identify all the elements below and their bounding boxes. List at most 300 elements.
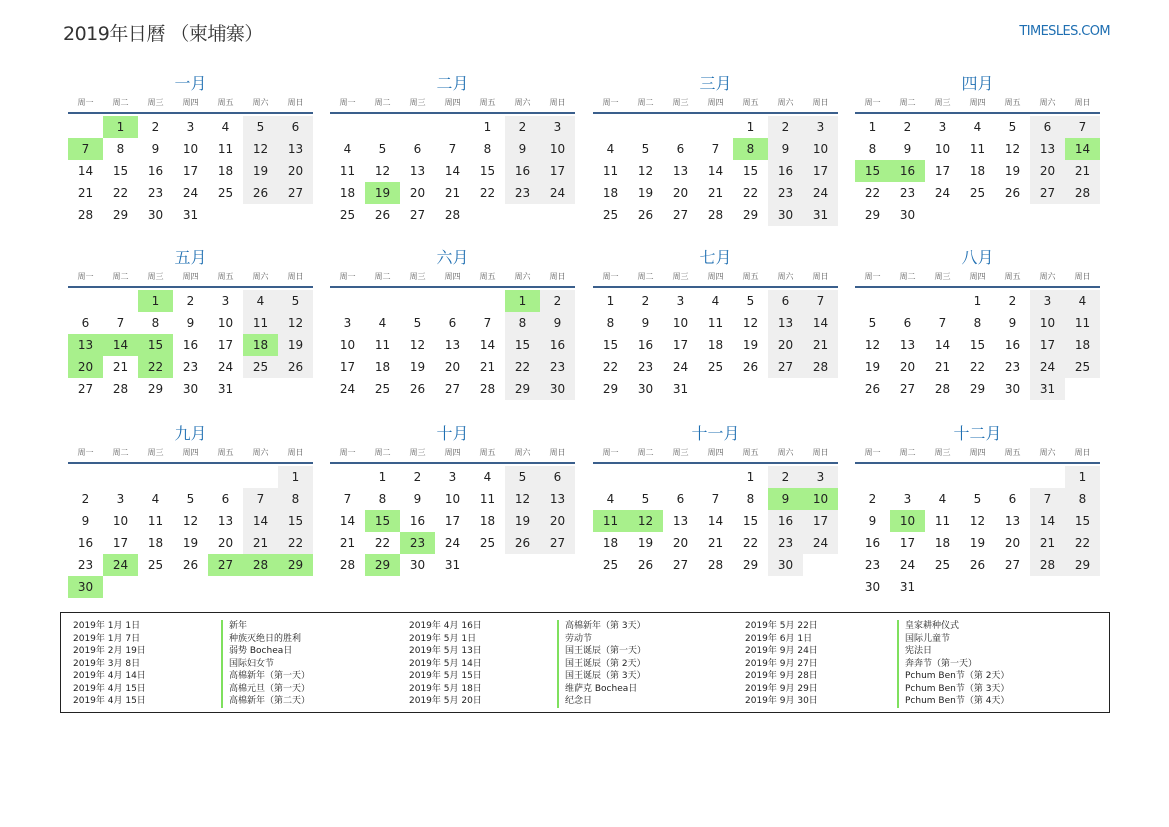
day-cell[interactable]: 22	[278, 532, 313, 554]
day-cell[interactable]: 21	[1030, 532, 1065, 554]
day-cell[interactable]: 30	[182, 382, 199, 396]
day-cell[interactable]: 20	[672, 186, 689, 200]
day-cell[interactable]: 16	[540, 334, 575, 356]
day-cell[interactable]: 22	[112, 186, 129, 200]
day-cell[interactable]: 4	[151, 492, 160, 506]
day-cell[interactable]: 25	[602, 208, 619, 222]
day-cell[interactable]: 20	[672, 536, 689, 550]
day-cell[interactable]: 23	[77, 558, 94, 572]
day-cell[interactable]: 25	[934, 558, 951, 572]
day-cell[interactable]: 3	[343, 316, 352, 330]
day-cell[interactable]: 14	[243, 510, 278, 532]
day-cell[interactable]: 5	[641, 492, 650, 506]
day-cell-holiday[interactable]: 10	[803, 488, 838, 510]
day-cell[interactable]: 29	[1065, 554, 1100, 576]
day-cell[interactable]: 3	[540, 116, 575, 138]
day-cell[interactable]: 27	[899, 382, 916, 396]
day-cell[interactable]: 26	[505, 532, 540, 554]
day-cell[interactable]: 5	[413, 316, 422, 330]
day-cell[interactable]: 3	[116, 492, 125, 506]
day-cell[interactable]: 16	[409, 514, 426, 528]
day-cell[interactable]: 7	[938, 316, 947, 330]
day-cell[interactable]: 3	[803, 466, 838, 488]
day-cell[interactable]: 27	[444, 382, 461, 396]
day-cell[interactable]: 9	[903, 142, 912, 156]
day-cell[interactable]: 15	[969, 338, 986, 352]
day-cell[interactable]: 21	[1065, 160, 1100, 182]
day-cell[interactable]: 17	[182, 164, 199, 178]
day-cell[interactable]: 28	[707, 208, 724, 222]
day-cell[interactable]: 17	[934, 164, 951, 178]
day-cell[interactable]: 28	[1065, 182, 1100, 204]
day-cell[interactable]: 16	[864, 536, 881, 550]
day-cell[interactable]: 7	[711, 492, 720, 506]
day-cell[interactable]: 4	[973, 120, 982, 134]
day-cell[interactable]: 11	[147, 514, 164, 528]
day-cell[interactable]: 1	[868, 120, 877, 134]
day-cell[interactable]: 28	[112, 382, 129, 396]
day-cell[interactable]: 8	[378, 492, 387, 506]
day-cell[interactable]: 23	[899, 186, 916, 200]
day-cell[interactable]: 17	[540, 160, 575, 182]
day-cell[interactable]: 15	[742, 164, 759, 178]
day-cell[interactable]: 1	[746, 120, 755, 134]
day-cell[interactable]: 17	[339, 360, 356, 374]
day-cell[interactable]: 5	[278, 290, 313, 312]
day-cell[interactable]: 7	[116, 316, 125, 330]
day-cell[interactable]: 30	[147, 208, 164, 222]
day-cell[interactable]: 19	[182, 536, 199, 550]
day-cell-holiday[interactable]: 11	[593, 510, 628, 532]
day-cell[interactable]: 22	[374, 536, 391, 550]
day-cell[interactable]: 22	[742, 536, 759, 550]
day-cell[interactable]: 13	[672, 164, 689, 178]
day-cell[interactable]: 10	[217, 316, 234, 330]
day-cell[interactable]: 26	[409, 382, 426, 396]
day-cell[interactable]: 24	[803, 182, 838, 204]
day-cell[interactable]: 20	[899, 360, 916, 374]
day-cell[interactable]: 30	[864, 580, 881, 594]
day-cell[interactable]: 26	[637, 558, 654, 572]
day-cell[interactable]: 20	[540, 510, 575, 532]
day-cell[interactable]: 23	[864, 558, 881, 572]
day-cell[interactable]: 5	[641, 142, 650, 156]
day-cell[interactable]: 28	[479, 382, 496, 396]
day-cell-holiday[interactable]: 18	[243, 334, 278, 356]
day-cell[interactable]: 11	[339, 164, 356, 178]
day-cell[interactable]: 1	[278, 466, 313, 488]
day-cell[interactable]: 26	[742, 360, 759, 374]
day-cell[interactable]: 16	[768, 510, 803, 532]
day-cell[interactable]: 14	[339, 514, 356, 528]
day-cell[interactable]: 20	[444, 360, 461, 374]
day-cell[interactable]: 25	[217, 186, 234, 200]
day-cell[interactable]: 18	[339, 186, 356, 200]
day-cell[interactable]: 14	[707, 514, 724, 528]
day-cell[interactable]: 23	[768, 532, 803, 554]
day-cell[interactable]: 9	[505, 138, 540, 160]
day-cell[interactable]: 6	[278, 116, 313, 138]
day-cell[interactable]: 5	[746, 294, 755, 308]
day-cell[interactable]: 19	[637, 536, 654, 550]
day-cell[interactable]: 6	[768, 290, 803, 312]
day-cell[interactable]: 20	[1030, 160, 1065, 182]
day-cell[interactable]: 12	[969, 514, 986, 528]
day-cell[interactable]: 4	[221, 120, 230, 134]
day-cell[interactable]: 10	[444, 492, 461, 506]
day-cell[interactable]: 18	[707, 338, 724, 352]
day-cell[interactable]: 18	[602, 536, 619, 550]
day-cell[interactable]: 8	[973, 316, 982, 330]
day-cell-holiday[interactable]: 30	[68, 576, 103, 598]
day-cell[interactable]: 24	[934, 186, 951, 200]
day-cell[interactable]: 27	[672, 558, 689, 572]
day-cell[interactable]: 8	[505, 312, 540, 334]
day-cell[interactable]: 9	[868, 514, 877, 528]
day-cell[interactable]: 23	[182, 360, 199, 374]
day-cell[interactable]: 22	[969, 360, 986, 374]
day-cell[interactable]: 4	[343, 142, 352, 156]
day-cell[interactable]: 4	[243, 290, 278, 312]
day-cell[interactable]: 9	[641, 316, 650, 330]
day-cell[interactable]: 28	[934, 382, 951, 396]
day-cell[interactable]: 11	[934, 514, 951, 528]
day-cell[interactable]: 6	[221, 492, 230, 506]
day-cell[interactable]: 19	[864, 360, 881, 374]
day-cell[interactable]: 15	[112, 164, 129, 178]
day-cell[interactable]: 16	[147, 164, 164, 178]
day-cell[interactable]: 11	[217, 142, 234, 156]
day-cell[interactable]: 5	[973, 492, 982, 506]
day-cell[interactable]: 13	[768, 312, 803, 334]
day-cell[interactable]: 16	[768, 160, 803, 182]
day-cell[interactable]: 6	[903, 316, 912, 330]
day-cell-holiday[interactable]: 1	[505, 290, 540, 312]
day-cell[interactable]: 24	[217, 360, 234, 374]
day-cell[interactable]: 6	[676, 492, 685, 506]
day-cell[interactable]: 23	[637, 360, 654, 374]
day-cell[interactable]: 6	[81, 316, 90, 330]
day-cell[interactable]: 11	[374, 338, 391, 352]
day-cell[interactable]: 11	[1065, 312, 1100, 334]
day-cell[interactable]: 18	[969, 164, 986, 178]
day-cell-holiday[interactable]: 7	[68, 138, 103, 160]
day-cell[interactable]: 4	[378, 316, 387, 330]
day-cell[interactable]: 10	[803, 138, 838, 160]
day-cell[interactable]: 9	[768, 138, 803, 160]
day-cell[interactable]: 23	[505, 182, 540, 204]
day-cell[interactable]: 17	[112, 536, 129, 550]
day-cell[interactable]: 5	[868, 316, 877, 330]
day-cell[interactable]: 1	[606, 294, 615, 308]
day-cell[interactable]: 22	[602, 360, 619, 374]
day-cell[interactable]: 20	[409, 186, 426, 200]
day-cell[interactable]: 12	[864, 338, 881, 352]
day-cell[interactable]: 2	[186, 294, 195, 308]
day-cell[interactable]: 7	[711, 142, 720, 156]
day-cell[interactable]: 4	[606, 142, 615, 156]
day-cell[interactable]: 30	[1004, 382, 1021, 396]
day-cell[interactable]: 7	[243, 488, 278, 510]
day-cell[interactable]: 8	[116, 142, 125, 156]
day-cell[interactable]: 25	[969, 186, 986, 200]
day-cell[interactable]: 21	[707, 536, 724, 550]
day-cell[interactable]: 24	[540, 182, 575, 204]
day-cell[interactable]: 25	[147, 558, 164, 572]
day-cell-holiday[interactable]: 8	[733, 138, 768, 160]
day-cell[interactable]: 18	[374, 360, 391, 374]
day-cell[interactable]: 25	[1065, 356, 1100, 378]
day-cell[interactable]: 31	[803, 204, 838, 226]
day-cell[interactable]: 6	[413, 142, 422, 156]
day-cell[interactable]: 2	[868, 492, 877, 506]
day-cell[interactable]: 18	[479, 514, 496, 528]
day-cell[interactable]: 18	[217, 164, 234, 178]
day-cell[interactable]: 12	[243, 138, 278, 160]
day-cell[interactable]: 8	[151, 316, 160, 330]
day-cell[interactable]: 9	[540, 312, 575, 334]
day-cell-holiday[interactable]: 29	[365, 554, 400, 576]
day-cell[interactable]: 7	[483, 316, 492, 330]
day-cell[interactable]: 24	[803, 532, 838, 554]
day-cell[interactable]: 1	[746, 470, 755, 484]
day-cell[interactable]: 11	[969, 142, 986, 156]
day-cell-holiday[interactable]: 13	[68, 334, 103, 356]
day-cell[interactable]: 23	[540, 356, 575, 378]
day-cell[interactable]: 20	[278, 160, 313, 182]
day-cell[interactable]: 29	[147, 382, 164, 396]
day-cell[interactable]: 24	[339, 382, 356, 396]
day-cell-holiday[interactable]: 29	[278, 554, 313, 576]
day-cell[interactable]: 5	[186, 492, 195, 506]
day-cell[interactable]: 27	[278, 182, 313, 204]
day-cell[interactable]: 26	[243, 182, 278, 204]
day-cell[interactable]: 2	[540, 290, 575, 312]
day-cell[interactable]: 14	[803, 312, 838, 334]
day-cell[interactable]: 31	[672, 382, 689, 396]
day-cell[interactable]: 10	[672, 316, 689, 330]
day-cell[interactable]: 2	[81, 492, 90, 506]
day-cell[interactable]: 19	[969, 536, 986, 550]
day-cell[interactable]: 25	[479, 536, 496, 550]
day-cell[interactable]: 19	[409, 360, 426, 374]
day-cell[interactable]: 27	[540, 532, 575, 554]
day-cell[interactable]: 21	[803, 334, 838, 356]
day-cell[interactable]: 16	[637, 338, 654, 352]
day-cell[interactable]: 12	[637, 164, 654, 178]
day-cell-holiday[interactable]: 20	[68, 356, 103, 378]
day-cell[interactable]: 10	[182, 142, 199, 156]
day-cell[interactable]: 24	[444, 536, 461, 550]
day-cell[interactable]: 25	[707, 360, 724, 374]
day-cell[interactable]: 28	[339, 558, 356, 572]
day-cell-holiday[interactable]: 14	[103, 334, 138, 356]
day-cell[interactable]: 27	[77, 382, 94, 396]
day-cell[interactable]: 21	[707, 186, 724, 200]
day-cell[interactable]: 14	[444, 164, 461, 178]
day-cell[interactable]: 21	[934, 360, 951, 374]
day-cell[interactable]: 12	[1004, 142, 1021, 156]
day-cell[interactable]: 29	[112, 208, 129, 222]
day-cell[interactable]: 15	[505, 334, 540, 356]
day-cell[interactable]: 25	[602, 558, 619, 572]
day-cell[interactable]: 13	[540, 488, 575, 510]
day-cell-holiday[interactable]: 14	[1065, 138, 1100, 160]
day-cell[interactable]: 29	[742, 208, 759, 222]
day-cell[interactable]: 7	[448, 142, 457, 156]
day-cell[interactable]: 21	[243, 532, 278, 554]
day-cell[interactable]: 3	[803, 116, 838, 138]
day-cell[interactable]: 17	[899, 536, 916, 550]
day-cell[interactable]: 30	[768, 554, 803, 576]
day-cell[interactable]: 5	[378, 142, 387, 156]
day-cell[interactable]: 13	[409, 164, 426, 178]
day-cell[interactable]: 19	[1004, 164, 1021, 178]
day-cell[interactable]: 3	[1030, 290, 1065, 312]
day-cell[interactable]: 4	[606, 492, 615, 506]
day-cell[interactable]: 15	[742, 514, 759, 528]
day-cell[interactable]: 13	[899, 338, 916, 352]
day-cell[interactable]: 21	[479, 360, 496, 374]
day-cell[interactable]: 4	[938, 492, 947, 506]
day-cell[interactable]: 25	[339, 208, 356, 222]
day-cell[interactable]: 9	[81, 514, 90, 528]
day-cell[interactable]: 3	[676, 294, 685, 308]
day-cell[interactable]: 28	[1030, 554, 1065, 576]
day-cell[interactable]: 22	[742, 186, 759, 200]
day-cell[interactable]: 18	[147, 536, 164, 550]
day-cell[interactable]: 18	[602, 186, 619, 200]
day-cell[interactable]: 17	[217, 338, 234, 352]
day-cell[interactable]: 13	[278, 138, 313, 160]
day-cell[interactable]: 30	[768, 204, 803, 226]
day-cell[interactable]: 1	[1065, 466, 1100, 488]
day-cell[interactable]: 17	[803, 510, 838, 532]
day-cell[interactable]: 2	[151, 120, 160, 134]
day-cell[interactable]: 7	[1065, 116, 1100, 138]
day-cell[interactable]: 14	[707, 164, 724, 178]
day-cell[interactable]: 9	[1008, 316, 1017, 330]
day-cell[interactable]: 8	[746, 492, 755, 506]
day-cell[interactable]: 11	[602, 164, 619, 178]
day-cell[interactable]: 30	[540, 378, 575, 400]
day-cell[interactable]: 24	[672, 360, 689, 374]
day-cell[interactable]: 24	[1030, 356, 1065, 378]
day-cell[interactable]: 21	[339, 536, 356, 550]
day-cell[interactable]: 26	[969, 558, 986, 572]
day-cell[interactable]: 13	[217, 514, 234, 528]
day-cell[interactable]: 12	[742, 316, 759, 330]
day-cell[interactable]: 2	[1008, 294, 1017, 308]
day-cell[interactable]: 12	[409, 338, 426, 352]
day-cell[interactable]: 18	[934, 536, 951, 550]
day-cell-holiday[interactable]: 24	[103, 554, 138, 576]
day-cell[interactable]: 31	[444, 558, 461, 572]
day-cell[interactable]: 31	[899, 580, 916, 594]
day-cell[interactable]: 20	[768, 334, 803, 356]
day-cell[interactable]: 8	[606, 316, 615, 330]
day-cell[interactable]: 16	[182, 338, 199, 352]
day-cell[interactable]: 3	[448, 470, 457, 484]
day-cell[interactable]: 24	[899, 558, 916, 572]
day-cell[interactable]: 13	[672, 514, 689, 528]
day-cell[interactable]: 3	[903, 492, 912, 506]
day-cell-holiday[interactable]: 27	[208, 554, 243, 576]
day-cell[interactable]: 19	[278, 334, 313, 356]
day-cell[interactable]: 7	[343, 492, 352, 506]
day-cell[interactable]: 22	[505, 356, 540, 378]
day-cell[interactable]: 26	[864, 382, 881, 396]
day-cell-holiday[interactable]: 1	[138, 290, 173, 312]
day-cell[interactable]: 12	[182, 514, 199, 528]
day-cell[interactable]: 26	[374, 208, 391, 222]
day-cell[interactable]: 16	[77, 536, 94, 550]
day-cell[interactable]: 10	[112, 514, 129, 528]
day-cell[interactable]: 14	[77, 164, 94, 178]
day-cell[interactable]: 24	[182, 186, 199, 200]
day-cell[interactable]: 15	[602, 338, 619, 352]
day-cell[interactable]: 6	[1030, 116, 1065, 138]
day-cell[interactable]: 1	[378, 470, 387, 484]
day-cell[interactable]: 19	[742, 338, 759, 352]
day-cell[interactable]: 19	[505, 510, 540, 532]
day-cell[interactable]: 11	[707, 316, 724, 330]
day-cell[interactable]: 23	[1004, 360, 1021, 374]
day-cell[interactable]: 10	[1030, 312, 1065, 334]
day-cell[interactable]: 20	[1004, 536, 1021, 550]
day-cell[interactable]: 9	[151, 142, 160, 156]
day-cell[interactable]: 6	[676, 142, 685, 156]
day-cell-holiday[interactable]: 15	[138, 334, 173, 356]
day-cell[interactable]: 21	[444, 186, 461, 200]
day-cell[interactable]: 30	[899, 208, 916, 222]
day-cell[interactable]: 21	[112, 360, 129, 374]
day-cell[interactable]: 26	[278, 356, 313, 378]
day-cell[interactable]: 21	[77, 186, 94, 200]
day-cell[interactable]: 12	[278, 312, 313, 334]
day-cell[interactable]: 27	[1004, 558, 1021, 572]
day-cell[interactable]: 30	[409, 558, 426, 572]
day-cell[interactable]: 6	[448, 316, 457, 330]
day-cell[interactable]: 27	[768, 356, 803, 378]
day-cell[interactable]: 6	[1008, 492, 1017, 506]
day-cell[interactable]: 14	[1030, 510, 1065, 532]
day-cell[interactable]: 30	[637, 382, 654, 396]
day-cell[interactable]: 11	[479, 492, 496, 506]
day-cell[interactable]: 25	[243, 356, 278, 378]
day-cell[interactable]: 26	[637, 208, 654, 222]
day-cell[interactable]: 10	[934, 142, 951, 156]
day-cell[interactable]: 23	[147, 186, 164, 200]
day-cell[interactable]: 15	[278, 510, 313, 532]
day-cell[interactable]: 20	[217, 536, 234, 550]
day-cell[interactable]: 8	[278, 488, 313, 510]
day-cell[interactable]: 8	[868, 142, 877, 156]
day-cell[interactable]: 25	[374, 382, 391, 396]
day-cell[interactable]: 5	[1008, 120, 1017, 134]
day-cell-holiday[interactable]: 9	[768, 488, 803, 510]
day-cell[interactable]: 4	[711, 294, 720, 308]
day-cell[interactable]: 15	[479, 164, 496, 178]
day-cell[interactable]: 9	[186, 316, 195, 330]
day-cell[interactable]: 31	[182, 208, 199, 222]
day-cell[interactable]: 13	[444, 338, 461, 352]
day-cell[interactable]: 6	[540, 466, 575, 488]
site-logo[interactable]: TIMESLES.COM	[1019, 24, 1110, 39]
day-cell[interactable]: 26	[1004, 186, 1021, 200]
day-cell[interactable]: 5	[243, 116, 278, 138]
day-cell[interactable]: 29	[864, 208, 881, 222]
